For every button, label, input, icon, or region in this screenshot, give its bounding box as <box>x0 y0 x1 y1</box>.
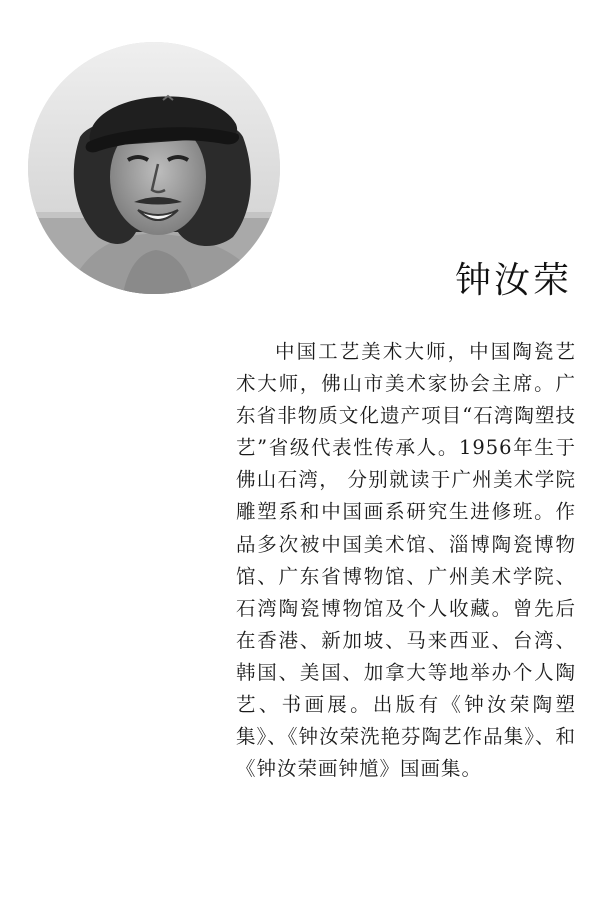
biography-text: 中国工艺美术大师，中国陶瓷艺术大师，佛山市美术家协会主席。广东省非物质文化遗产项目“石湾陶塑技艺”省级代表性传承人。1956年生于佛山石湾， 分别就读于广州美术学院雕塑系和中国画系研究生进修班。作品多次被中国美术馆、淄博陶瓷博物馆、广东省博物馆、广州美术学院、石湾陶瓷博物馆及个人收藏。曾先后在香港、新加坡、马来西亚、台湾、韩国、美国、加拿大等地举办个人陶艺、书画展。出版有《钟汝荣陶塑集》、《钟汝荣洗艳芬陶艺作品集》、和《钟汝荣画钟馗》国画集。 <box>236 340 576 781</box>
person-name: 钟汝荣 <box>454 260 572 301</box>
portrait-photo <box>28 42 280 294</box>
portrait-illustration <box>28 42 280 294</box>
